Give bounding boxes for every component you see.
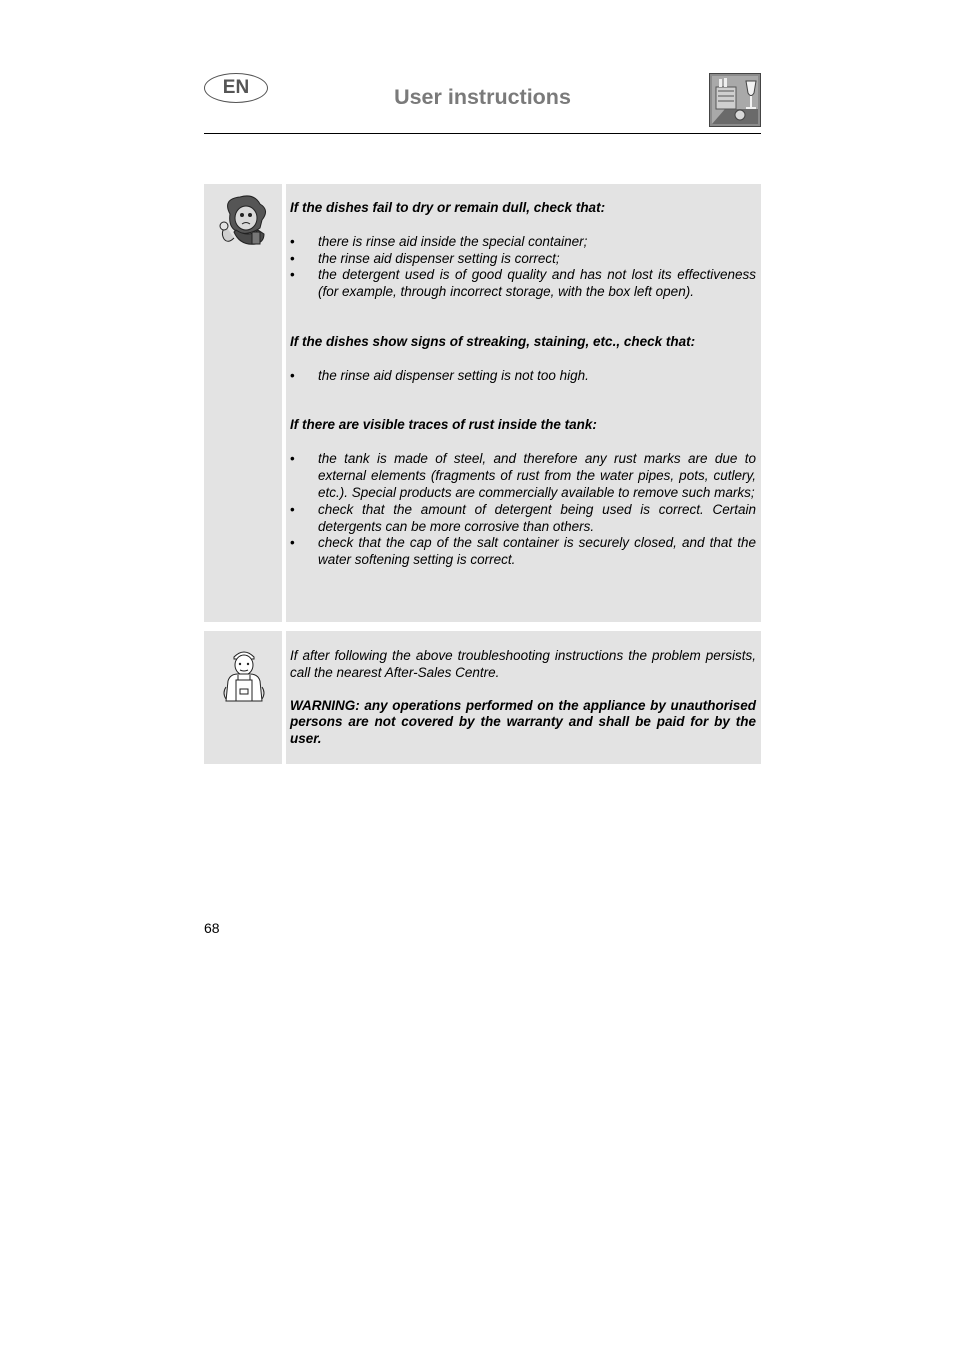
streaking-checklist bbox=[290, 368, 756, 385]
list-item: • the rinse aid dispenser setting is not too high. bbox=[290, 368, 756, 385]
dull-heading: If the dishes fail to dry or remain dull, check that: bbox=[290, 200, 606, 215]
puzzled-person-icon bbox=[218, 194, 270, 257]
list-item: • check that the cap of the salt container is securely closed, and that the water softening setting is correct. bbox=[290, 535, 756, 569]
rust-checklist bbox=[290, 451, 756, 569]
page-header bbox=[204, 70, 761, 134]
rust-heading: If there are visible traces of rust inside the tank: bbox=[290, 416, 597, 432]
dishwasher-icon bbox=[709, 73, 761, 127]
list-item: • the rinse aid dispenser setting is correct; bbox=[290, 251, 756, 268]
troubleshooting-text bbox=[286, 184, 761, 622]
warranty-warning: WARNING: any operations performed on the appliance by unauthorised persons are not covered by the warranty and shall be paid for by the user. bbox=[290, 697, 756, 747]
list-item: • there is rinse aid inside the special container; bbox=[290, 234, 756, 251]
troubleshooting-section bbox=[204, 184, 761, 622]
streaking-heading: If the dishes show signs of streaking, staining, etc., check that: bbox=[290, 333, 696, 349]
page-title: User instructions bbox=[394, 85, 571, 109]
language-badge: EN bbox=[204, 73, 268, 103]
technician-icon bbox=[220, 647, 268, 712]
icon-column bbox=[204, 184, 282, 622]
service-instructions: If after following the above troubleshooting instructions the problem persists, call the nearest After-Sales Centre. bbox=[290, 648, 756, 680]
header-divider bbox=[204, 133, 761, 134]
page-number: 68 bbox=[204, 920, 220, 936]
service-text bbox=[286, 631, 761, 764]
list-item: • the detergent used is of good quality and has not lost its effectiveness (for example, through incorrect storage, with the box left open). bbox=[290, 267, 756, 301]
icon-column bbox=[204, 631, 282, 764]
list-item: • the tank is made of steel, and therefore any rust marks are due to external elements (fragments of rust from the water pipes, pots, cutlery, etc.). Special products are commercially available to remove such marks; bbox=[290, 451, 756, 501]
dull-checklist bbox=[290, 234, 756, 301]
list-item: • check that the amount of detergent being used is correct. Certain detergents can be more corrosive than others. bbox=[290, 502, 756, 536]
service-section bbox=[204, 631, 761, 764]
